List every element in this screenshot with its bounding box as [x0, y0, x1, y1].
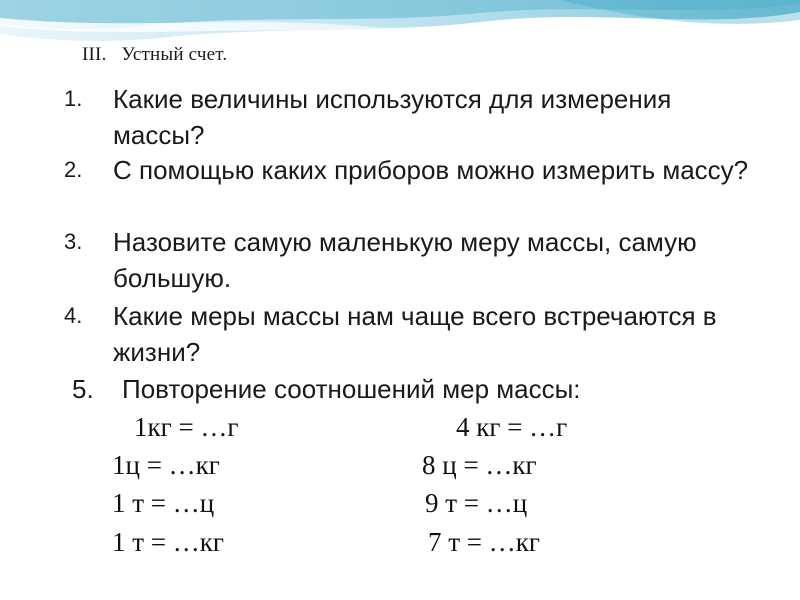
list-item-text: Какие величины используются для измерения массы? — [113, 84, 672, 150]
list-item — [0, 298, 800, 370]
equation-left: 1кг = …г — [134, 412, 239, 442]
equation-right: 8 ц = …кг — [422, 450, 537, 480]
equation-right: 4 кг = …г — [456, 412, 568, 442]
list-item-text: Повторение соотношений мер массы: — [122, 374, 581, 404]
list-item — [0, 152, 800, 224]
list-item-number: 1. — [64, 86, 83, 111]
list-item-number: 3. — [64, 229, 83, 254]
equation-right: 9 т = …ц — [425, 488, 528, 518]
equation-left: 1 т = …кг — [112, 527, 224, 557]
list-item-text: Назовите самую маленькую меру массы, самую большую. — [113, 227, 697, 293]
equation-left: 1 т = …ц — [112, 488, 215, 518]
list-item-number: 2. — [64, 157, 83, 182]
list-item-text: С помощью каких приборов можно измерить массу? — [113, 155, 749, 185]
equation-right: 7 т = …кг — [428, 527, 540, 557]
list-item — [0, 81, 800, 153]
equation-left: 1ц = …кг — [112, 450, 220, 480]
list-item-number: 4. — [64, 303, 83, 328]
list-item-text: Какие меры массы нам чаще всего встречаются в жизни? — [113, 301, 717, 367]
list-item — [0, 224, 800, 296]
list-item-number: 5. — [72, 374, 94, 404]
decorative-wave-header — [0, 0, 800, 80]
section-heading — [82, 44, 227, 66]
section-roman-numeral: III. — [82, 44, 107, 65]
section-title: Устный счет. — [121, 44, 228, 65]
